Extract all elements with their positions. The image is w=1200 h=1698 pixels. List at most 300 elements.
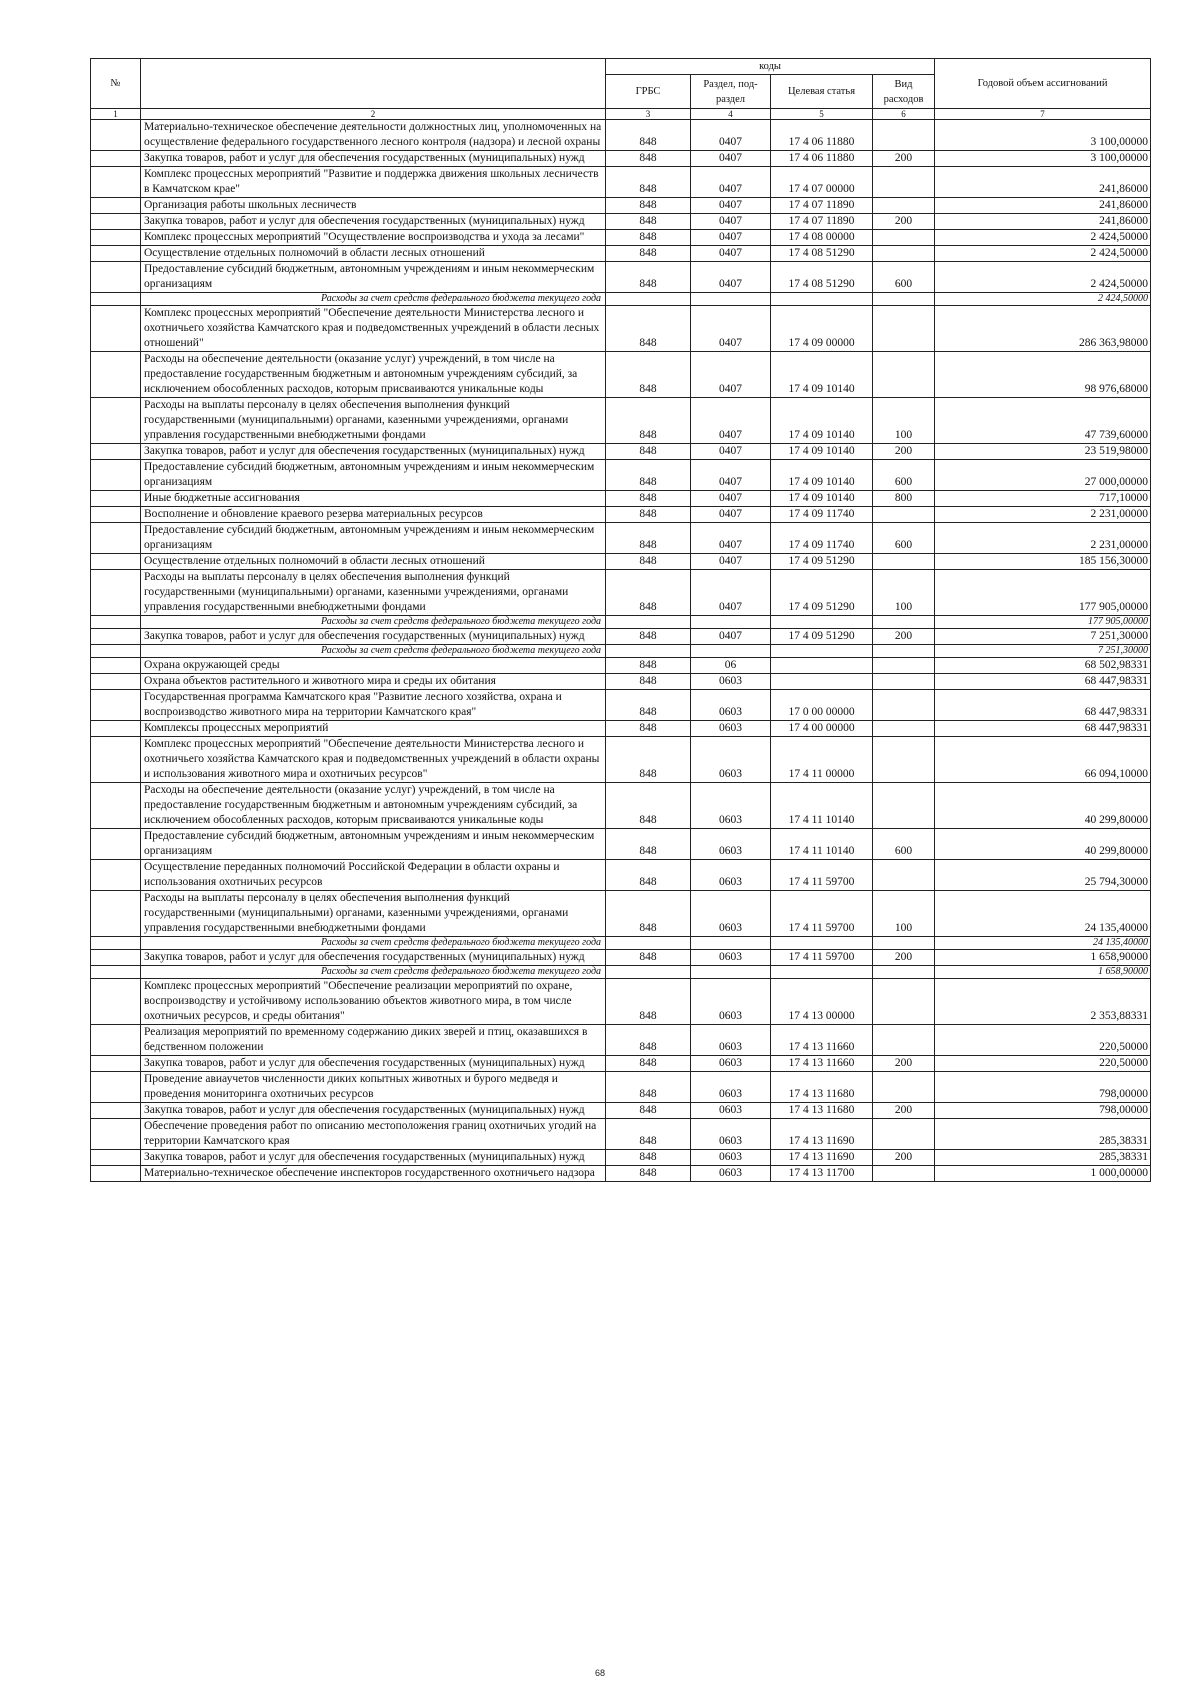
row-vr-cell <box>873 783 935 829</box>
row-vr-cell <box>873 120 935 151</box>
row-number-cell <box>91 306 141 352</box>
row-vr-cell <box>873 507 935 523</box>
table-row <box>91 1072 1151 1103</box>
row-razdel-cell: 0407 <box>691 230 771 246</box>
row-vr-cell: 600 <box>873 262 935 293</box>
row-vr-cell <box>873 306 935 352</box>
row-cs-cell <box>771 293 873 306</box>
row-vr-cell <box>873 658 935 674</box>
row-vr-cell: 100 <box>873 891 935 937</box>
row-grbs-cell: 848 <box>606 120 691 151</box>
header-cs: Целевая статья <box>771 75 873 109</box>
row-cs-cell: 17 4 08 51290 <box>771 246 873 262</box>
row-number-cell <box>91 523 141 554</box>
federal-budget-row <box>91 645 1151 658</box>
header-num-6: 6 <box>873 109 935 120</box>
row-grbs-cell: 848 <box>606 151 691 167</box>
row-sum-cell: 1 000,00000 <box>935 1166 1151 1182</box>
row-cs-cell: 17 4 08 00000 <box>771 230 873 246</box>
row-cs-cell: 17 4 13 11660 <box>771 1056 873 1072</box>
row-razdel-cell <box>691 616 771 629</box>
row-sum-cell: 40 299,80000 <box>935 783 1151 829</box>
row-sum-cell: 23 519,98000 <box>935 444 1151 460</box>
row-grbs-cell: 848 <box>606 198 691 214</box>
row-grbs-cell: 848 <box>606 860 691 891</box>
row-name-cell: Расходы на выплаты персоналу в целях обеспечения выполнения функций государственными (муниципальными) органами, казенными учреждениями, органами управления государственными внебюджетными фондами <box>141 570 606 616</box>
row-vr-cell: 200 <box>873 444 935 460</box>
row-number-cell <box>91 860 141 891</box>
row-razdel-cell: 0603 <box>691 1150 771 1166</box>
row-sum-cell: 285,38331 <box>935 1150 1151 1166</box>
row-sum-cell: 177 905,00000 <box>935 616 1151 629</box>
row-number-cell <box>91 658 141 674</box>
row-name-cell: Комплексы процессных мероприятий <box>141 721 606 737</box>
row-vr-cell: 600 <box>873 829 935 860</box>
row-cs-cell <box>771 616 873 629</box>
row-number-cell <box>91 120 141 151</box>
row-number-cell <box>91 1119 141 1150</box>
row-grbs-cell <box>606 616 691 629</box>
table-row <box>91 950 1151 966</box>
row-cs-cell: 17 4 11 10140 <box>771 829 873 860</box>
row-name-cell: Расходы на выплаты персоналу в целях обеспечения выполнения функций государственными (муниципальными) органами, казенными учреждениями, органами управления государственными внебюджетными фондами <box>141 398 606 444</box>
row-razdel-cell: 0407 <box>691 460 771 491</box>
table-row <box>91 460 1151 491</box>
row-cs-cell: 17 4 07 00000 <box>771 167 873 198</box>
row-sum-cell: 66 094,10000 <box>935 737 1151 783</box>
row-vr-cell <box>873 352 935 398</box>
row-vr-cell: 600 <box>873 523 935 554</box>
table-row <box>91 721 1151 737</box>
row-cs-cell: 17 4 00 00000 <box>771 721 873 737</box>
row-cs-cell: 17 4 09 10140 <box>771 460 873 491</box>
row-name-cell: Закупка товаров, работ и услуг для обеспечения государственных (муниципальных) нужд <box>141 950 606 966</box>
table-row <box>91 674 1151 690</box>
row-name-cell: Охрана окружающей среды <box>141 658 606 674</box>
row-vr-cell: 200 <box>873 1056 935 1072</box>
row-sum-cell: 2 424,50000 <box>935 230 1151 246</box>
row-vr-cell: 200 <box>873 629 935 645</box>
row-vr-cell <box>873 293 935 306</box>
row-grbs-cell: 848 <box>606 1025 691 1056</box>
header-razdel: Раздел, под-раздел <box>691 75 771 109</box>
table-row <box>91 523 1151 554</box>
row-grbs-cell <box>606 645 691 658</box>
table-body <box>91 120 1151 1182</box>
row-name-cell: Предоставление субсидий бюджетным, автономным учреждениям и иным некоммерческим организациям <box>141 829 606 860</box>
row-cs-cell: 17 4 13 00000 <box>771 979 873 1025</box>
row-razdel-cell: 0407 <box>691 214 771 230</box>
row-razdel-cell: 0603 <box>691 950 771 966</box>
header-num-4: 4 <box>691 109 771 120</box>
table-row <box>91 570 1151 616</box>
row-sum-cell: 286 363,98000 <box>935 306 1151 352</box>
row-vr-cell <box>873 860 935 891</box>
row-razdel-cell: 0603 <box>691 721 771 737</box>
row-grbs-cell: 848 <box>606 629 691 645</box>
row-number-cell <box>91 293 141 306</box>
row-razdel-cell: 0407 <box>691 554 771 570</box>
row-sum-cell: 40 299,80000 <box>935 829 1151 860</box>
row-sum-cell: 27 000,00000 <box>935 460 1151 491</box>
row-grbs-cell: 848 <box>606 1166 691 1182</box>
row-razdel-cell: 0603 <box>691 1103 771 1119</box>
row-name-cell: Закупка товаров, работ и услуг для обеспечения государственных (муниципальных) нужд <box>141 214 606 230</box>
row-razdel-cell: 0603 <box>691 1072 771 1103</box>
row-name-cell: Реализация мероприятий по временному содержанию диких зверей и птиц, оказавшихся в бедственном положении <box>141 1025 606 1056</box>
row-cs-cell: 17 4 07 11890 <box>771 198 873 214</box>
row-razdel-cell: 0407 <box>691 120 771 151</box>
row-razdel-cell <box>691 293 771 306</box>
row-sum-cell: 220,50000 <box>935 1056 1151 1072</box>
row-sum-cell: 98 976,68000 <box>935 352 1151 398</box>
row-sum-cell: 220,50000 <box>935 1025 1151 1056</box>
federal-budget-row <box>91 966 1151 979</box>
row-grbs-cell <box>606 966 691 979</box>
row-cs-cell <box>771 674 873 690</box>
row-grbs-cell: 848 <box>606 1150 691 1166</box>
row-number-cell <box>91 674 141 690</box>
federal-budget-row <box>91 616 1151 629</box>
row-sum-cell: 7 251,30000 <box>935 645 1151 658</box>
row-vr-cell: 100 <box>873 398 935 444</box>
row-grbs-cell: 848 <box>606 507 691 523</box>
row-number-cell <box>91 491 141 507</box>
table-row <box>91 306 1151 352</box>
row-razdel-cell: 0603 <box>691 690 771 721</box>
page-number: 68 <box>594 1668 605 1678</box>
row-grbs-cell: 848 <box>606 658 691 674</box>
row-cs-cell <box>771 658 873 674</box>
row-name-cell: Комплекс процессных мероприятий "Обеспечение реализации мероприятий по охране, воспроизводству и устойчивому использованию объектов животного мира, в том числе охотничьих ресурсов, и среды обитания" <box>141 979 606 1025</box>
table-row <box>91 1056 1151 1072</box>
table-row <box>91 444 1151 460</box>
row-cs-cell <box>771 966 873 979</box>
row-sum-cell: 24 135,40000 <box>935 937 1151 950</box>
row-grbs-cell: 848 <box>606 1103 691 1119</box>
row-vr-cell <box>873 1025 935 1056</box>
row-sum-cell: 241,86000 <box>935 214 1151 230</box>
row-cs-cell: 17 4 09 11740 <box>771 507 873 523</box>
row-razdel-cell: 0407 <box>691 352 771 398</box>
row-vr-cell <box>873 1072 935 1103</box>
row-sum-cell: 241,86000 <box>935 167 1151 198</box>
row-number-cell <box>91 690 141 721</box>
row-sum-cell: 25 794,30000 <box>935 860 1151 891</box>
row-razdel-cell: 0603 <box>691 1119 771 1150</box>
table-row <box>91 120 1151 151</box>
row-number-cell <box>91 507 141 523</box>
row-name-cell: Осуществление отдельных полномочий в области лесных отношений <box>141 554 606 570</box>
row-name-cell: Материально-техническое обеспечение инспекторов государственного охотничьего надзора <box>141 1166 606 1182</box>
row-name-cell: Расходы за счет средств федерального бюджета текущего года <box>141 645 606 658</box>
row-sum-cell: 7 251,30000 <box>935 629 1151 645</box>
row-name-cell: Охрана объектов растительного и животного мира и среды их обитания <box>141 674 606 690</box>
row-number-cell <box>91 1056 141 1072</box>
header-num-1: 1 <box>91 109 141 120</box>
row-number-cell <box>91 570 141 616</box>
row-cs-cell: 17 4 13 11680 <box>771 1103 873 1119</box>
table-row <box>91 167 1151 198</box>
row-number-cell <box>91 616 141 629</box>
row-vr-cell <box>873 198 935 214</box>
row-razdel-cell: 0603 <box>691 783 771 829</box>
row-number-cell <box>91 937 141 950</box>
table-row <box>91 1166 1151 1182</box>
header-num-3: 3 <box>606 109 691 120</box>
row-name-cell: Организация работы школьных лесничеств <box>141 198 606 214</box>
row-name-cell: Государственная программа Камчатского края "Развитие лесного хозяйства, охрана и воспроизводство животного мира на территории Камчатского края" <box>141 690 606 721</box>
row-sum-cell: 2 353,88331 <box>935 979 1151 1025</box>
row-number-cell <box>91 979 141 1025</box>
row-cs-cell: 17 4 13 11690 <box>771 1150 873 1166</box>
row-number-cell <box>91 1025 141 1056</box>
row-sum-cell: 241,86000 <box>935 198 1151 214</box>
table-row <box>91 979 1151 1025</box>
row-number-cell <box>91 167 141 198</box>
row-grbs-cell: 848 <box>606 214 691 230</box>
row-sum-cell: 68 447,98331 <box>935 674 1151 690</box>
row-grbs-cell: 848 <box>606 554 691 570</box>
row-sum-cell: 2 424,50000 <box>935 246 1151 262</box>
row-cs-cell <box>771 937 873 950</box>
row-name-cell: Закупка товаров, работ и услуг для обеспечения государственных (муниципальных) нужд <box>141 151 606 167</box>
row-vr-cell: 200 <box>873 1150 935 1166</box>
row-cs-cell: 17 4 13 11690 <box>771 1119 873 1150</box>
table-row <box>91 246 1151 262</box>
table-row <box>91 860 1151 891</box>
row-grbs-cell: 848 <box>606 690 691 721</box>
row-cs-cell: 17 4 11 59700 <box>771 891 873 937</box>
header-grbs: ГРБС <box>606 75 691 109</box>
row-name-cell: Предоставление субсидий бюджетным, автономным учреждениям и иным некоммерческим организациям <box>141 262 606 293</box>
row-number-cell <box>91 460 141 491</box>
row-razdel-cell: 0407 <box>691 246 771 262</box>
row-vr-cell <box>873 737 935 783</box>
row-name-cell: Закупка товаров, работ и услуг для обеспечения государственных (муниципальных) нужд <box>141 1056 606 1072</box>
row-razdel-cell: 0407 <box>691 262 771 293</box>
table-row <box>91 491 1151 507</box>
row-number-cell <box>91 444 141 460</box>
row-number-cell <box>91 1103 141 1119</box>
row-name-cell: Осуществление отдельных полномочий в области лесных отношений <box>141 246 606 262</box>
row-sum-cell: 2 231,00000 <box>935 507 1151 523</box>
row-cs-cell: 17 4 07 11890 <box>771 214 873 230</box>
row-vr-cell <box>873 167 935 198</box>
header-name-blank <box>141 59 606 109</box>
row-cs-cell: 17 4 13 11700 <box>771 1166 873 1182</box>
row-cs-cell: 17 4 09 10140 <box>771 444 873 460</box>
row-cs-cell: 17 4 13 11680 <box>771 1072 873 1103</box>
row-number-cell <box>91 950 141 966</box>
table-row <box>91 507 1151 523</box>
budget-table <box>90 58 1151 1182</box>
row-cs-cell: 17 4 09 51290 <box>771 629 873 645</box>
row-vr-cell <box>873 230 935 246</box>
row-name-cell: Комплекс процессных мероприятий "Обеспечение деятельности Министерства лесного и охотничьего хозяйства Камчатского края и подведомственных учреждений в области лесных отношений" <box>141 306 606 352</box>
row-razdel-cell: 0407 <box>691 398 771 444</box>
row-razdel-cell: 0407 <box>691 198 771 214</box>
row-sum-cell: 798,00000 <box>935 1072 1151 1103</box>
header-codes: коды <box>606 59 935 75</box>
row-razdel-cell: 0603 <box>691 860 771 891</box>
table-row <box>91 214 1151 230</box>
table-row <box>91 1150 1151 1166</box>
row-sum-cell: 177 905,00000 <box>935 570 1151 616</box>
table-row <box>91 690 1151 721</box>
row-cs-cell <box>771 645 873 658</box>
header-no: № <box>91 59 141 109</box>
row-number-cell <box>91 198 141 214</box>
row-name-cell: Иные бюджетные ассигнования <box>141 491 606 507</box>
row-grbs-cell: 848 <box>606 306 691 352</box>
row-number-cell <box>91 352 141 398</box>
row-vr-cell <box>873 721 935 737</box>
header-num-2: 2 <box>141 109 606 120</box>
header-num-5: 5 <box>771 109 873 120</box>
header-num-7: 7 <box>935 109 1151 120</box>
row-grbs-cell: 848 <box>606 246 691 262</box>
row-cs-cell: 17 4 11 59700 <box>771 860 873 891</box>
row-sum-cell: 185 156,30000 <box>935 554 1151 570</box>
row-cs-cell: 17 4 09 10140 <box>771 352 873 398</box>
row-razdel-cell <box>691 966 771 979</box>
row-sum-cell: 2 424,50000 <box>935 262 1151 293</box>
row-razdel-cell: 0603 <box>691 737 771 783</box>
row-name-cell: Предоставление субсидий бюджетным, автономным учреждениям и иным некоммерческим организациям <box>141 460 606 491</box>
table-row <box>91 151 1151 167</box>
row-grbs-cell: 848 <box>606 570 691 616</box>
table-row <box>91 554 1151 570</box>
row-number-cell <box>91 554 141 570</box>
row-cs-cell: 17 4 09 10140 <box>771 398 873 444</box>
budget-sheet <box>90 58 1150 1182</box>
row-cs-cell: 17 4 13 11660 <box>771 1025 873 1056</box>
row-razdel-cell: 0407 <box>691 306 771 352</box>
row-razdel-cell: 06 <box>691 658 771 674</box>
table-row <box>91 262 1151 293</box>
row-sum-cell: 68 447,98331 <box>935 721 1151 737</box>
table-row <box>91 1119 1151 1150</box>
row-vr-cell: 600 <box>873 460 935 491</box>
row-grbs-cell <box>606 937 691 950</box>
row-number-cell <box>91 398 141 444</box>
row-name-cell: Расходы за счет средств федерального бюджета текущего года <box>141 937 606 950</box>
row-razdel-cell: 0407 <box>691 570 771 616</box>
row-grbs-cell: 848 <box>606 491 691 507</box>
table-row <box>91 1025 1151 1056</box>
row-vr-cell: 800 <box>873 491 935 507</box>
row-number-cell <box>91 151 141 167</box>
header-sum: Годовой объем ассигнований <box>935 59 1151 109</box>
row-vr-cell <box>873 674 935 690</box>
row-name-cell: Расходы за счет средств федерального бюджета текущего года <box>141 616 606 629</box>
row-cs-cell: 17 4 06 11880 <box>771 120 873 151</box>
row-grbs-cell: 848 <box>606 1072 691 1103</box>
table-row <box>91 230 1151 246</box>
table-row <box>91 1103 1151 1119</box>
row-grbs-cell: 848 <box>606 444 691 460</box>
row-grbs-cell: 848 <box>606 167 691 198</box>
row-razdel-cell: 0603 <box>691 1025 771 1056</box>
row-cs-cell: 17 0 00 00000 <box>771 690 873 721</box>
row-cs-cell: 17 4 06 11880 <box>771 151 873 167</box>
row-razdel-cell <box>691 937 771 950</box>
row-number-cell <box>91 891 141 937</box>
row-sum-cell: 2 424,50000 <box>935 293 1151 306</box>
row-grbs-cell: 848 <box>606 737 691 783</box>
row-name-cell: Осуществление переданных полномочий Российской Федерации в области охраны и использования охотничьих ресурсов <box>141 860 606 891</box>
table-row <box>91 737 1151 783</box>
federal-budget-row <box>91 937 1151 950</box>
row-cs-cell: 17 4 09 00000 <box>771 306 873 352</box>
row-sum-cell: 47 739,60000 <box>935 398 1151 444</box>
row-razdel-cell: 0603 <box>691 979 771 1025</box>
row-grbs-cell: 848 <box>606 1056 691 1072</box>
row-number-cell <box>91 214 141 230</box>
row-number-cell <box>91 1166 141 1182</box>
row-number-cell <box>91 230 141 246</box>
row-sum-cell: 68 502,98331 <box>935 658 1151 674</box>
row-name-cell: Предоставление субсидий бюджетным, автономным учреждениям и иным некоммерческим организациям <box>141 523 606 554</box>
row-number-cell <box>91 783 141 829</box>
row-vr-cell <box>873 1166 935 1182</box>
row-vr-cell <box>873 554 935 570</box>
row-razdel-cell: 0407 <box>691 151 771 167</box>
table-row <box>91 658 1151 674</box>
row-grbs-cell: 848 <box>606 721 691 737</box>
row-cs-cell: 17 4 11 00000 <box>771 737 873 783</box>
row-number-cell <box>91 629 141 645</box>
row-name-cell: Закупка товаров, работ и услуг для обеспечения государственных (муниципальных) нужд <box>141 629 606 645</box>
row-name-cell: Комплекс процессных мероприятий "Обеспечение деятельности Министерства лесного и охотничьего хозяйства Камчатского края и подведомственных учреждений в области охраны и использования животного мира и охотничьих ресурсов" <box>141 737 606 783</box>
row-razdel-cell: 0407 <box>691 444 771 460</box>
row-number-cell <box>91 645 141 658</box>
row-grbs-cell: 848 <box>606 829 691 860</box>
row-number-cell <box>91 262 141 293</box>
row-vr-cell <box>873 616 935 629</box>
row-name-cell: Расходы на обеспечение деятельности (оказание услуг) учреждений, в том числе на предоставление государственным бюджетным и автономным учреждениям субсидий, за исключением обособленных расходов, которым присваиваются уникальные коды <box>141 783 606 829</box>
row-razdel-cell: 0407 <box>691 629 771 645</box>
row-sum-cell: 717,10000 <box>935 491 1151 507</box>
row-cs-cell: 17 4 09 10140 <box>771 491 873 507</box>
row-name-cell: Закупка товаров, работ и услуг для обеспечения государственных (муниципальных) нужд <box>141 444 606 460</box>
row-razdel-cell: 0603 <box>691 1056 771 1072</box>
row-vr-cell <box>873 937 935 950</box>
row-number-cell <box>91 829 141 860</box>
row-grbs-cell: 848 <box>606 950 691 966</box>
row-vr-cell <box>873 1119 935 1150</box>
row-grbs-cell <box>606 293 691 306</box>
row-name-cell: Закупка товаров, работ и услуг для обеспечения государственных (муниципальных) нужд <box>141 1150 606 1166</box>
row-name-cell: Расходы на обеспечение деятельности (оказание услуг) учреждений, в том числе на предоставление государственным бюджетным и автономным учреждениям субсидий, за исключением обособленных расходов, которым присваиваются уникальные коды <box>141 352 606 398</box>
row-number-cell <box>91 966 141 979</box>
row-number-cell <box>91 737 141 783</box>
row-grbs-cell: 848 <box>606 262 691 293</box>
row-sum-cell: 798,00000 <box>935 1103 1151 1119</box>
table-row <box>91 352 1151 398</box>
row-grbs-cell: 848 <box>606 460 691 491</box>
row-cs-cell: 17 4 09 51290 <box>771 570 873 616</box>
row-name-cell: Комплекс процессных мероприятий "Развитие и поддержка движения школьных лесничеств в Камчатском крае" <box>141 167 606 198</box>
row-number-cell <box>91 246 141 262</box>
row-vr-cell: 100 <box>873 570 935 616</box>
table-row <box>91 629 1151 645</box>
row-sum-cell: 3 100,00000 <box>935 120 1151 151</box>
row-grbs-cell: 848 <box>606 979 691 1025</box>
row-vr-cell: 200 <box>873 214 935 230</box>
row-name-cell: Комплекс процессных мероприятий "Осуществление воспроизводства и ухода за лесами" <box>141 230 606 246</box>
